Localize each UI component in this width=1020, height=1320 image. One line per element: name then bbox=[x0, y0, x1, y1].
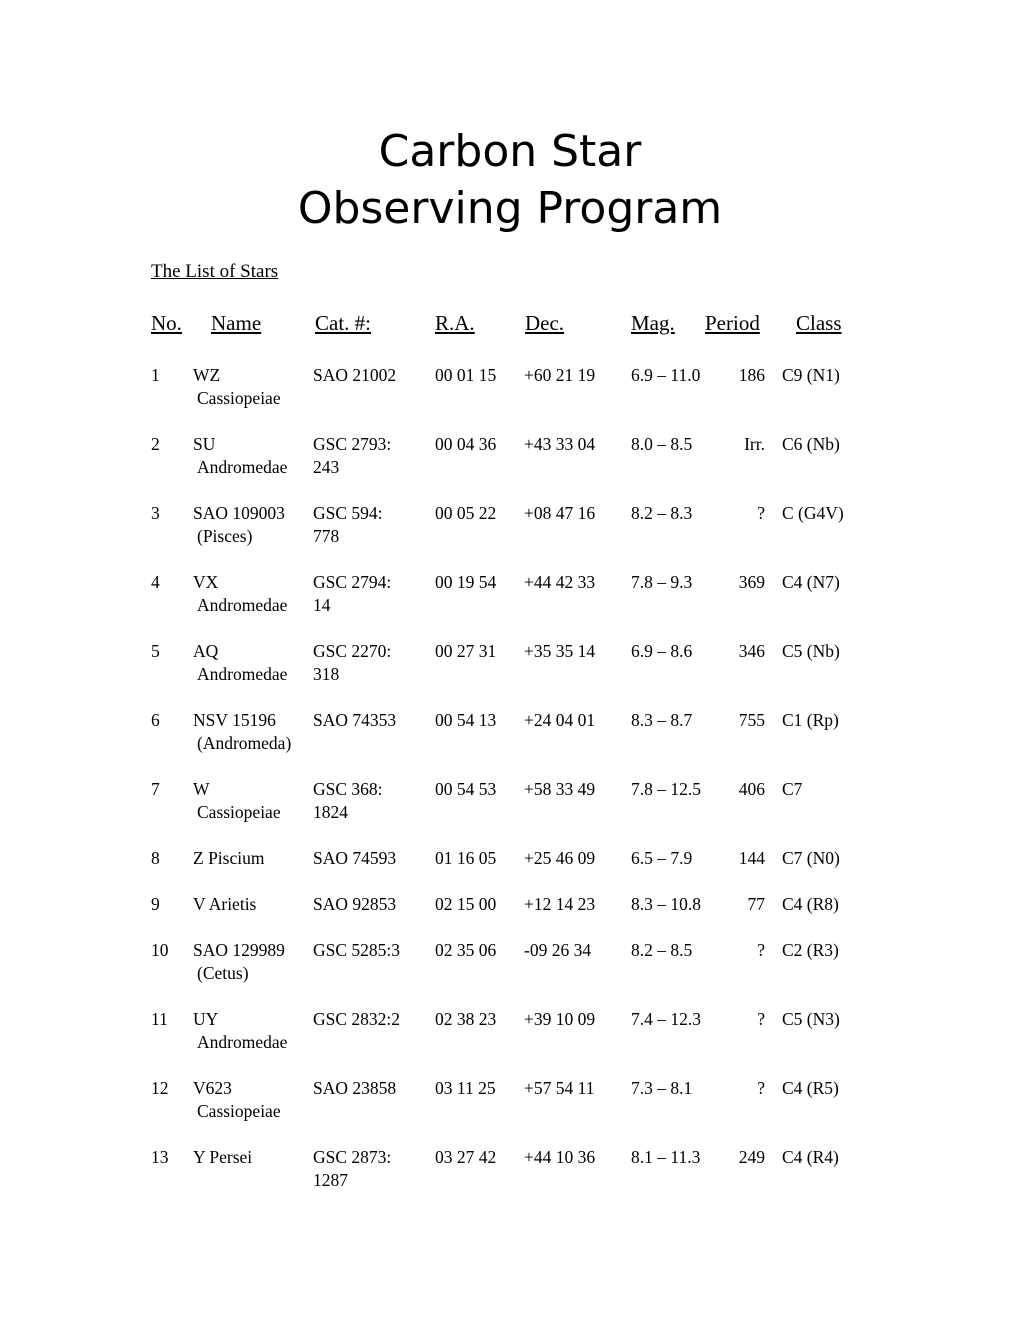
star-ra: 00 01 15 bbox=[435, 365, 497, 385]
star-dec: +12 14 23 bbox=[524, 894, 596, 914]
star-name-line2: Andromedae bbox=[197, 595, 288, 615]
star-catalog-line2: 1824 bbox=[313, 802, 348, 822]
star-class: C7 (N0) bbox=[782, 848, 840, 868]
star-dec: -09 26 34 bbox=[524, 940, 592, 960]
star-period: ? bbox=[757, 940, 765, 960]
star-name: NSV 15196 bbox=[193, 710, 276, 730]
header-ra: R.A. bbox=[435, 311, 475, 335]
star-magnitude: 8.3 – 8.7 bbox=[631, 710, 693, 730]
star-class: C2 (R3) bbox=[782, 940, 839, 960]
star-catalog: GSC 368: bbox=[313, 779, 383, 799]
header-mag: Mag. bbox=[631, 311, 675, 335]
star-magnitude: 6.5 – 7.9 bbox=[631, 848, 693, 868]
star-no: 9 bbox=[151, 894, 160, 914]
star-catalog: SAO 21002 bbox=[313, 365, 397, 385]
star-no: 8 bbox=[151, 848, 160, 868]
star-name-line2: Cassiopeiae bbox=[197, 1101, 281, 1121]
star-no: 13 bbox=[151, 1147, 169, 1167]
star-period: ? bbox=[757, 1078, 765, 1098]
star-period: ? bbox=[757, 503, 765, 523]
star-name: Z Piscium bbox=[193, 848, 265, 868]
star-catalog: GSC 2270: bbox=[313, 641, 392, 661]
star-no: 7 bbox=[151, 779, 160, 799]
star-period: 144 bbox=[738, 848, 765, 868]
star-name: SAO 109003 bbox=[193, 503, 285, 523]
star-magnitude: 8.1 – 11.3 bbox=[631, 1147, 701, 1167]
star-period: Irr. bbox=[744, 434, 765, 454]
star-catalog: GSC 2873: bbox=[313, 1147, 392, 1167]
star-name: AQ bbox=[193, 641, 219, 661]
star-catalog: SAO 74593 bbox=[313, 848, 397, 868]
star-dec: +43 33 04 bbox=[524, 434, 596, 454]
star-name-line2: Andromedae bbox=[197, 1032, 288, 1052]
star-class: C6 (Nb) bbox=[782, 434, 840, 454]
star-name: V Arietis bbox=[193, 894, 257, 914]
star-name-line2: (Andromeda) bbox=[197, 733, 292, 753]
star-period: 186 bbox=[738, 365, 765, 385]
star-no: 2 bbox=[151, 434, 160, 454]
star-dec: +60 21 19 bbox=[524, 365, 596, 385]
star-name: V623 bbox=[193, 1078, 232, 1098]
star-dec: +57 54 11 bbox=[524, 1078, 595, 1098]
star-name-line2: Cassiopeiae bbox=[197, 802, 281, 822]
star-ra: 03 11 25 bbox=[435, 1078, 496, 1098]
star-no: 11 bbox=[151, 1009, 168, 1029]
header-dec: Dec. bbox=[525, 311, 565, 335]
star-magnitude: 8.3 – 10.8 bbox=[631, 894, 701, 914]
star-catalog: SAO 23858 bbox=[313, 1078, 397, 1098]
star-dec: +44 42 33 bbox=[524, 572, 596, 592]
star-name-line2: Andromedae bbox=[197, 664, 288, 684]
star-dec: +35 35 14 bbox=[524, 641, 596, 661]
star-magnitude: 8.2 – 8.3 bbox=[631, 503, 693, 523]
star-catalog: GSC 2793: bbox=[313, 434, 392, 454]
star-catalog-line2: 14 bbox=[313, 595, 331, 615]
star-magnitude: 7.8 – 9.3 bbox=[631, 572, 693, 592]
star-name: W bbox=[193, 779, 210, 799]
header-cat: Cat. #: bbox=[315, 311, 371, 335]
section-subtitle: The List of Stars bbox=[151, 261, 279, 282]
star-magnitude: 7.3 – 8.1 bbox=[631, 1078, 693, 1098]
star-dec: +24 04 01 bbox=[524, 710, 596, 730]
star-name: SU bbox=[193, 434, 216, 454]
star-name: VX bbox=[193, 572, 219, 592]
star-ra: 00 04 36 bbox=[435, 434, 497, 454]
star-class: C9 (N1) bbox=[782, 365, 840, 385]
star-name: Y Persei bbox=[193, 1147, 253, 1167]
star-magnitude: 6.9 – 11.0 bbox=[631, 365, 701, 385]
star-no: 5 bbox=[151, 641, 160, 661]
star-no: 1 bbox=[151, 365, 160, 385]
star-catalog: GSC 594: bbox=[313, 503, 383, 523]
star-dec: +08 47 16 bbox=[524, 503, 596, 523]
star-catalog-line2: 778 bbox=[313, 526, 340, 546]
star-catalog: GSC 2794: bbox=[313, 572, 392, 592]
star-catalog-line2: 243 bbox=[313, 457, 340, 477]
header-period: Period bbox=[705, 311, 760, 335]
star-period: 369 bbox=[738, 572, 765, 592]
star-magnitude: 6.9 – 8.6 bbox=[631, 641, 693, 661]
star-catalog-line2: 1287 bbox=[313, 1170, 348, 1190]
title-line-2: Observing Program bbox=[297, 183, 723, 234]
star-ra: 03 27 42 bbox=[435, 1147, 497, 1167]
star-period: 406 bbox=[738, 779, 765, 799]
star-no: 12 bbox=[151, 1078, 169, 1098]
header-no: No. bbox=[151, 311, 182, 335]
star-ra: 01 16 05 bbox=[435, 848, 497, 868]
star-name: SAO 129989 bbox=[193, 940, 285, 960]
star-class: C4 (R8) bbox=[782, 894, 839, 914]
star-ra: 02 38 23 bbox=[435, 1009, 497, 1029]
star-dec: +58 33 49 bbox=[524, 779, 596, 799]
star-dec: +25 46 09 bbox=[524, 848, 596, 868]
star-class: C4 (N7) bbox=[782, 572, 840, 592]
star-ra: 00 05 22 bbox=[435, 503, 497, 523]
star-catalog: GSC 2832:2 bbox=[313, 1009, 401, 1029]
star-magnitude: 8.2 – 8.5 bbox=[631, 940, 693, 960]
star-ra: 00 54 13 bbox=[435, 710, 497, 730]
header-name: Name bbox=[211, 311, 262, 335]
header-class: Class bbox=[796, 311, 842, 335]
star-name-line2: Andromedae bbox=[197, 457, 288, 477]
title-line-1: Carbon Star bbox=[378, 126, 642, 177]
star-period: ? bbox=[757, 1009, 765, 1029]
star-magnitude: 7.4 – 12.3 bbox=[631, 1009, 701, 1029]
star-class: C5 (N3) bbox=[782, 1009, 840, 1029]
star-catalog: SAO 92853 bbox=[313, 894, 397, 914]
star-catalog: GSC 5285:3 bbox=[313, 940, 401, 960]
star-no: 3 bbox=[151, 503, 160, 523]
star-period: 249 bbox=[738, 1147, 765, 1167]
star-period: 755 bbox=[738, 710, 765, 730]
star-ra: 00 27 31 bbox=[435, 641, 497, 661]
star-dec: +39 10 09 bbox=[524, 1009, 596, 1029]
star-class: C4 (R4) bbox=[782, 1147, 839, 1167]
star-catalog: SAO 74353 bbox=[313, 710, 397, 730]
star-period: 346 bbox=[738, 641, 765, 661]
star-ra: 02 15 00 bbox=[435, 894, 497, 914]
star-ra: 02 35 06 bbox=[435, 940, 497, 960]
star-magnitude: 7.8 – 12.5 bbox=[631, 779, 701, 799]
star-ra: 00 19 54 bbox=[435, 572, 497, 592]
star-no: 4 bbox=[151, 572, 160, 592]
star-catalog-line2: 318 bbox=[313, 664, 340, 684]
star-no: 10 bbox=[151, 940, 169, 960]
star-no: 6 bbox=[151, 710, 160, 730]
star-name-line2: (Cetus) bbox=[197, 963, 249, 983]
star-ra: 00 54 53 bbox=[435, 779, 497, 799]
star-name-line2: (Pisces) bbox=[197, 526, 253, 546]
star-period: 77 bbox=[747, 894, 765, 914]
star-dec: +44 10 36 bbox=[524, 1147, 596, 1167]
star-class: C5 (Nb) bbox=[782, 641, 840, 661]
star-class: C1 (Rp) bbox=[782, 710, 839, 730]
star-name: UY bbox=[193, 1009, 219, 1029]
star-magnitude: 8.0 – 8.5 bbox=[631, 434, 693, 454]
star-class: C7 bbox=[782, 779, 803, 799]
star-name: WZ bbox=[193, 365, 221, 385]
star-class: C (G4V) bbox=[782, 503, 844, 523]
star-name-line2: Cassiopeiae bbox=[197, 388, 281, 408]
star-class: C4 (R5) bbox=[782, 1078, 839, 1098]
